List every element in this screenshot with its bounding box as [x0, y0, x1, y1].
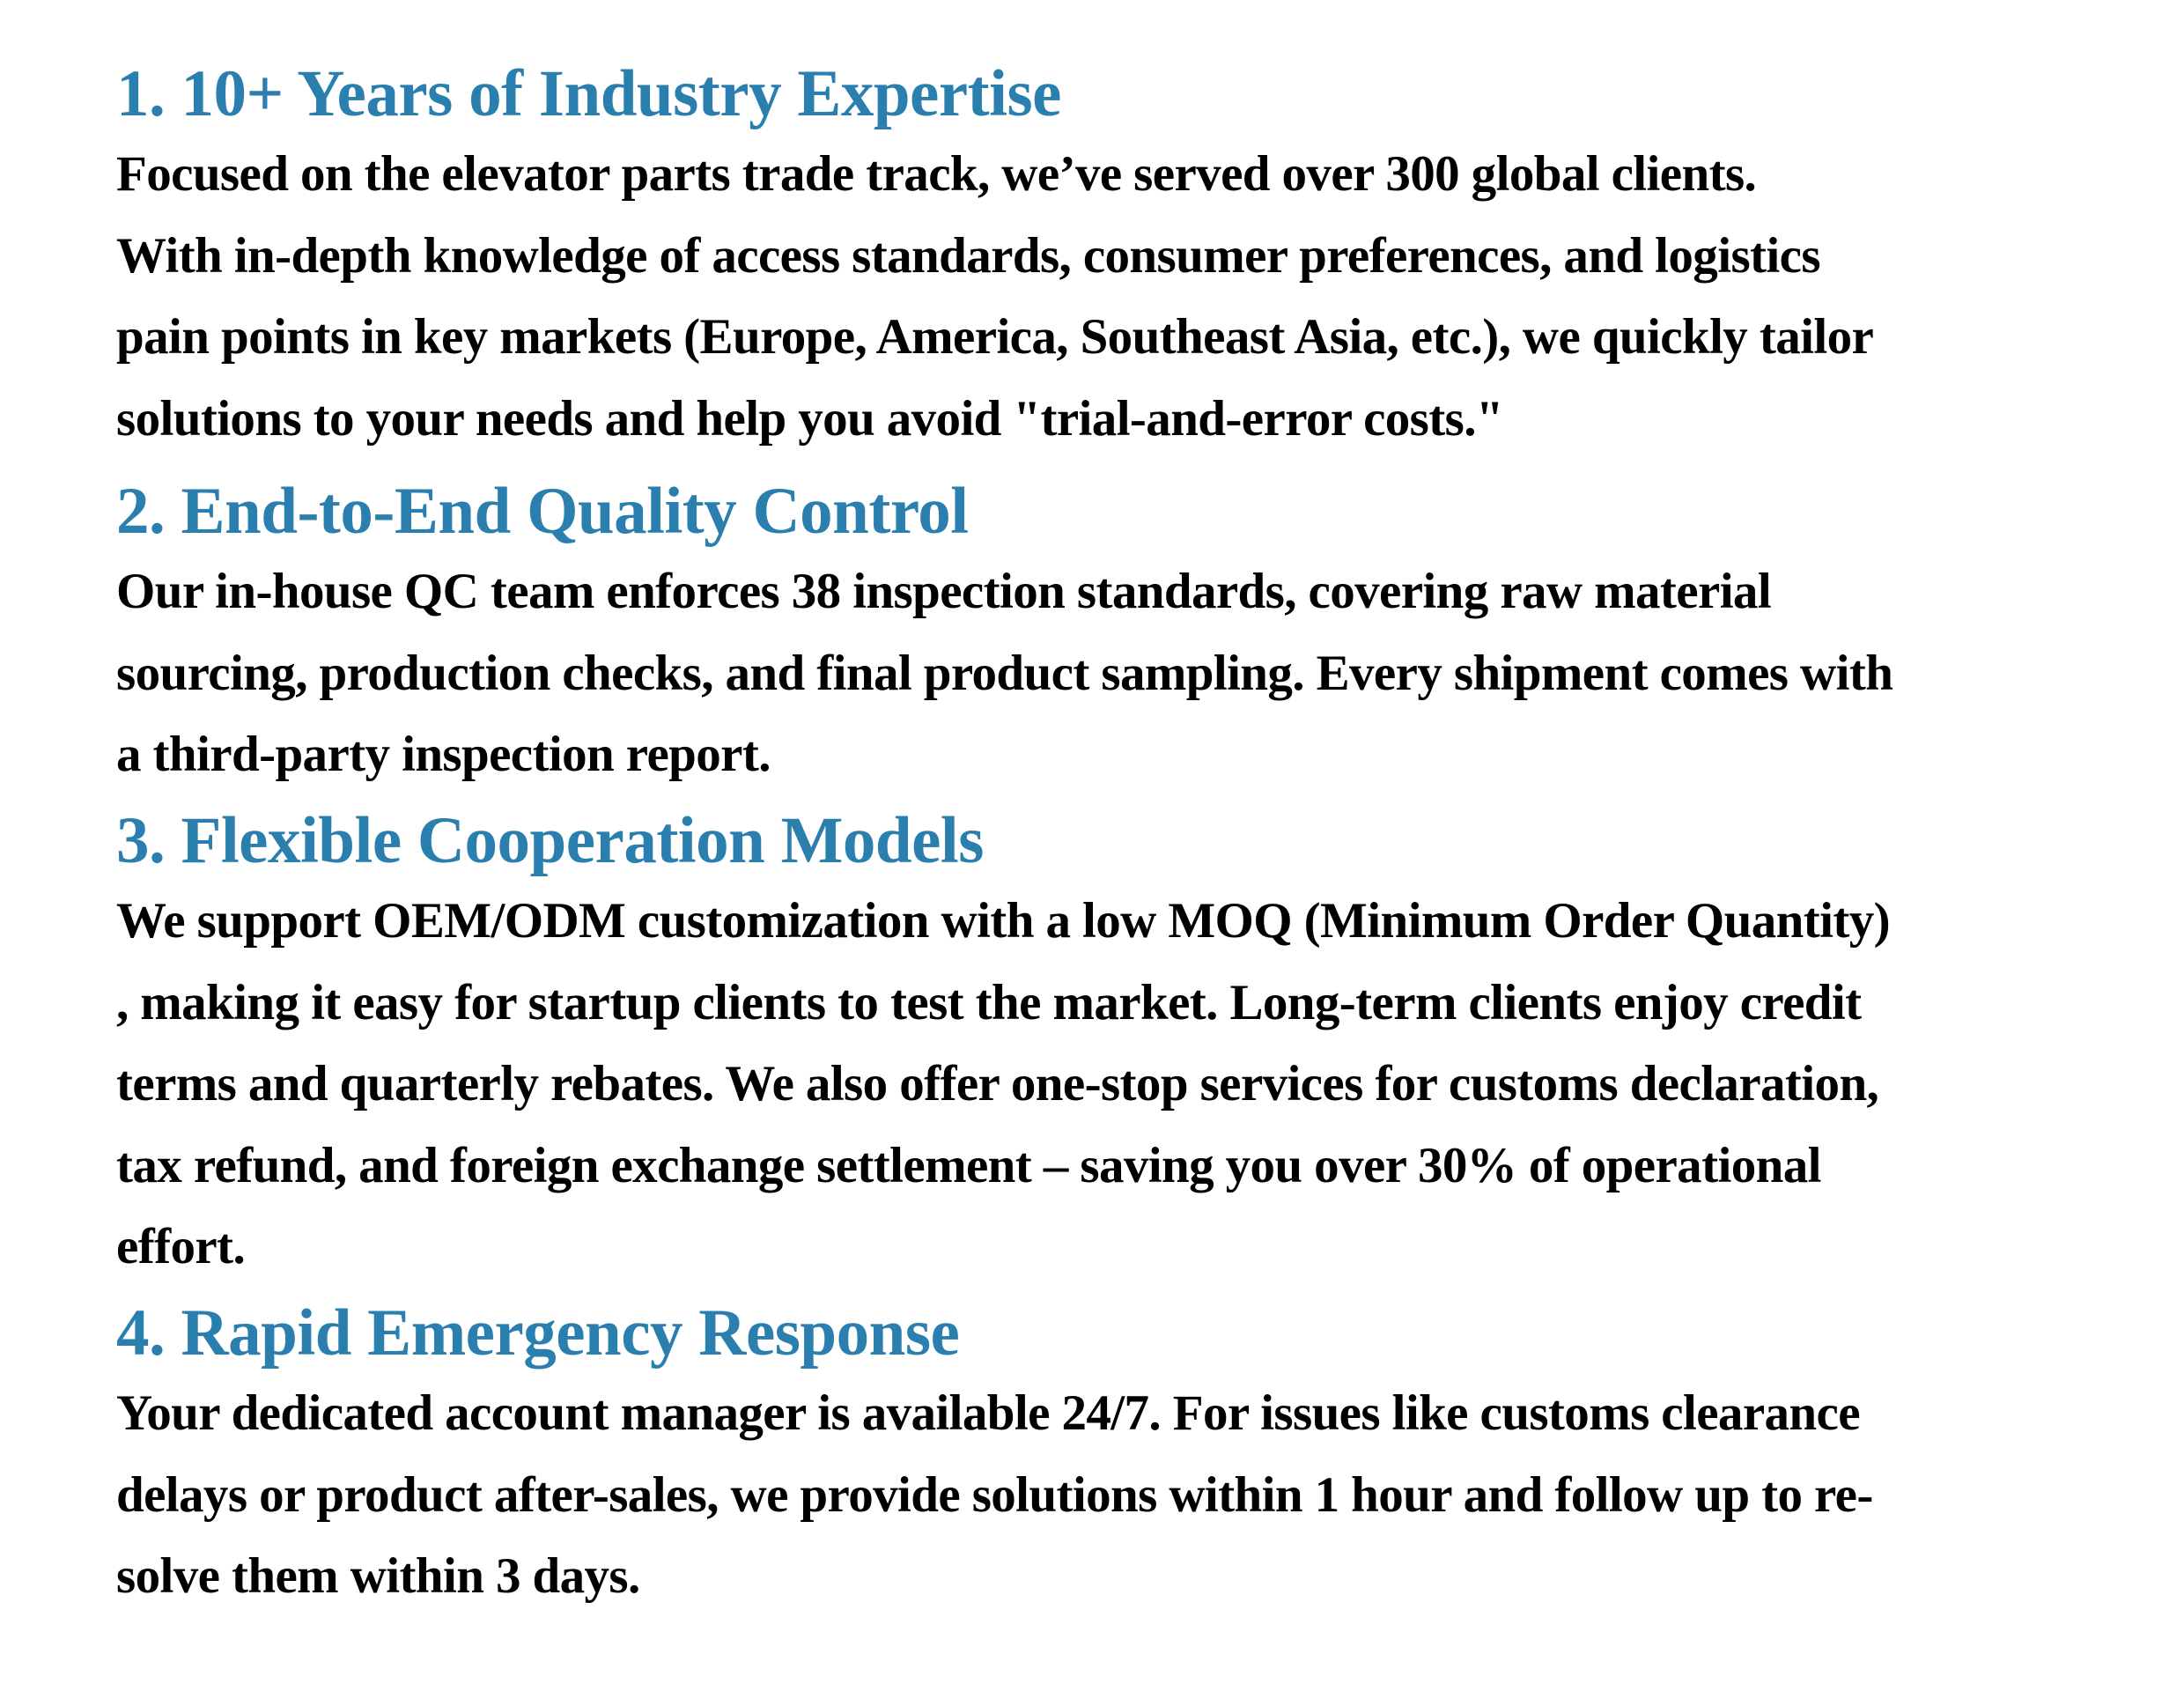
- section-body-line: Focused on the elevator parts trade track, we’ve served over 300 global clients.: [116, 146, 1757, 202]
- section-body-line: tax refund, and foreign exchange settlement – saving you over 30% of operational: [116, 1137, 1821, 1193]
- section-body-line: Your dedicated account manager is available 24/7. For issues like customs clearance: [116, 1385, 1860, 1441]
- section-body-line: With in-depth knowledge of access standards, consumer preferences, and logistics: [116, 227, 1820, 284]
- section-body-line: , making it easy for startup clients to test the market. Long-term clients enjoy credit: [116, 974, 1862, 1030]
- section-body-line: a third-party inspection report.: [116, 727, 771, 782]
- section-body-line: sourcing, production checks, and final product sampling. Every shipment comes with: [116, 645, 1893, 701]
- section-body-line: delays or product after-sales, we provide solutions within 1 hour and follow up to re-: [116, 1466, 1873, 1523]
- section-body-line: We support OEM/ODM customization with a low MOQ (Minimum Order Quantity): [116, 893, 1891, 949]
- section-body-line: terms and quarterly rebates. We also offer one-stop services for customs declaration,: [116, 1056, 1879, 1111]
- section-body-line: effort.: [116, 1219, 246, 1274]
- section-body-line: Our in-house QC team enforces 38 inspection standards, covering raw material: [116, 564, 1772, 619]
- section-quality-control: [116, 472, 2089, 796]
- section-body-line: solutions to your needs and help you avoid "trial-and-error costs.": [116, 390, 1503, 447]
- section-heading: 2. End-to-End Quality Control: [116, 475, 969, 548]
- section-emergency-response: [116, 1294, 2089, 1618]
- section-body-line: pain points in key markets (Europe, America, Southeast Asia, etc.), we quickly tailor: [116, 309, 1874, 365]
- section-industry-expertise: [116, 55, 2089, 460]
- section-heading: 3. Flexible Cooperation Models: [116, 804, 984, 877]
- section-heading: 4. Rapid Emergency Response: [116, 1296, 960, 1370]
- section-cooperation-models: [116, 801, 2089, 1289]
- section-body-line: solve them within 3 days.: [116, 1548, 640, 1604]
- section-heading: 1. 10+ Years of Industry Expertise: [116, 57, 1061, 130]
